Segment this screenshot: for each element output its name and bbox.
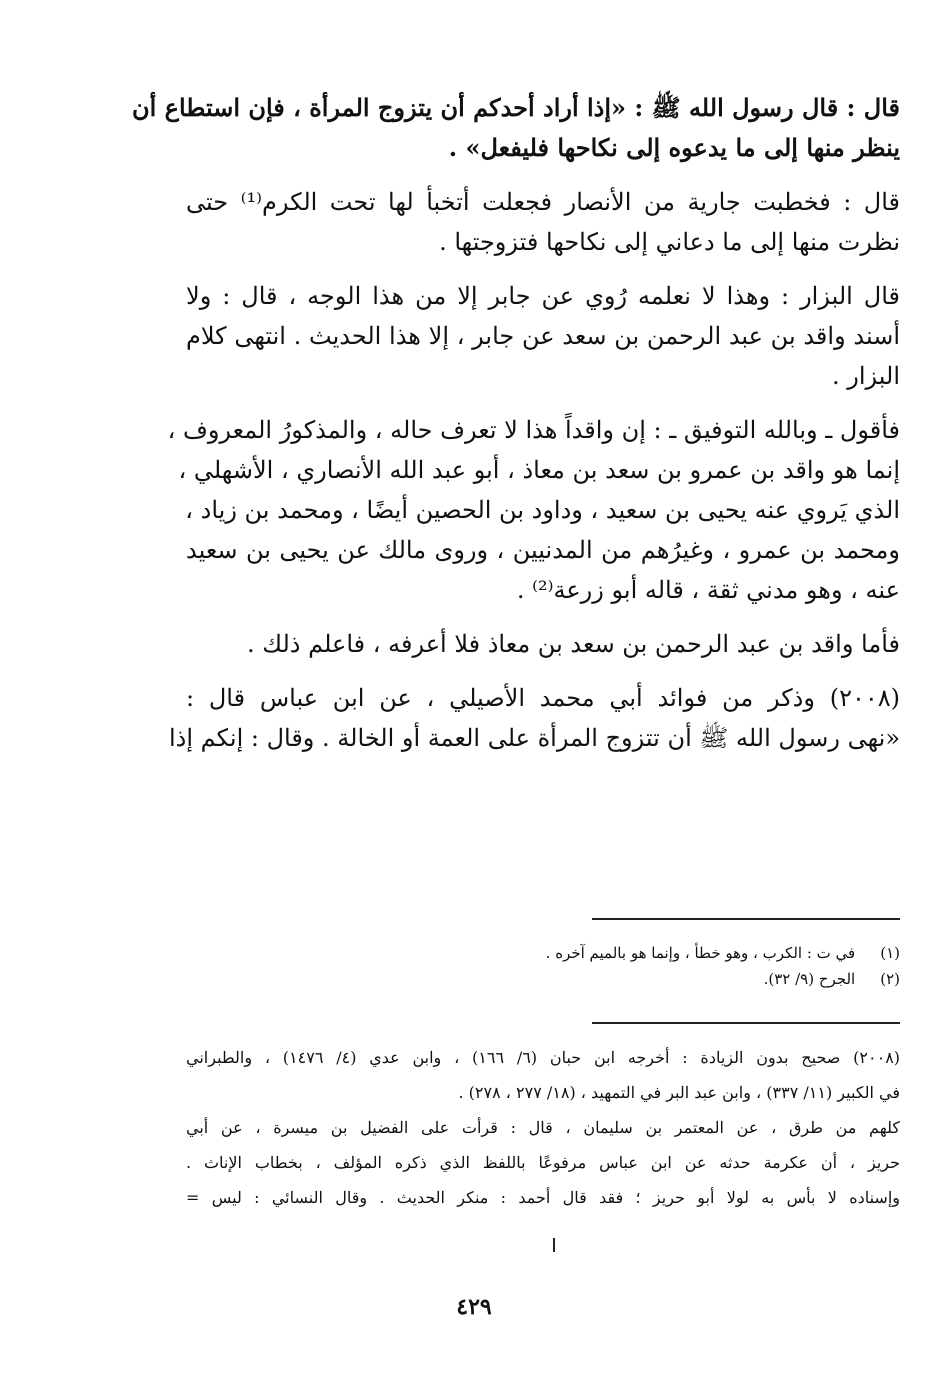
text-line: أسند واقد بن عبد الرحمن بن سعد عن جابر ، إلا هذا الحديث . انتهى كلام — [186, 322, 900, 350]
takhrij-divider — [592, 1022, 900, 1024]
takhrij-line: حريز ، أن عكرمة حدثه عن ابن عباس مرفوعًا باللفظ الذي ذكره المؤلف ، بخطاب الإناث . — [186, 1153, 900, 1172]
takhrij-line: كلهم من طرق ، عن المعتمر بن سليمان ، قال : قرأت على الفضيل بن ميسرة ، عن أبي — [186, 1118, 900, 1137]
text-line: (٢٠٠٨) وذكر من فوائد أبي محمد الأصيلي ، عن ابن عباس قال : — [186, 684, 900, 712]
footnotes — [186, 940, 900, 992]
text-line: نظرت منها إلى ما دعاني إلى نكاحها فتزوجتها . — [439, 228, 900, 256]
text-line: البزار . — [832, 362, 900, 390]
text-line: قال : فخطبت جارية من الأنصار فجعلت أتخبأ لها تحت الكرم⁽¹⁾ حتى — [186, 188, 900, 216]
text-line: «نهى رسول الله ﷺ أن تتزوج المرأة على العمة أو الخالة . وقال : إنكم إذا — [169, 724, 900, 752]
footnote-number: (٢) — [880, 970, 900, 988]
footnote-text: في ت : الكرب ، وهو خطأ ، وإنما هو بالميم آخره . — [545, 944, 856, 962]
footnote-number: (١) — [880, 944, 900, 962]
text-line: إنما هو واقد بن عمرو بن سعد بن معاذ ، أبو عبد الله الأنصاري ، الأشهلي ، — [178, 456, 900, 484]
footnote — [186, 940, 900, 966]
takhrij-line: في الكبير (١١/ ٣٣٧) ، وابن عبد البر في التمهيد ، (١٨/ ٢٧٧ ، ٢٧٨) . — [458, 1083, 900, 1102]
text-line: الذي يَروي عنه يحيى بن سعيد ، وداود بن الحصين أيضًا ، ومحمد بن زياد ، — [185, 496, 900, 524]
main-text — [132, 88, 900, 758]
takhrij-line: (٢٠٠٨) صحيح بدون الزيادة : أخرجه ابن حبان (٦/ ١٦٦) ، وابن عدي (٤/ ١٤٧٦) ، والطبراني — [186, 1048, 901, 1067]
text-line: قال البزار : وهذا لا نعلمه رُوي عن جابر إلا من هذا الوجه ، قال : ولا — [186, 282, 900, 310]
margin-mark — [553, 1238, 555, 1252]
text-line: ومحمد بن عمرو ، وغيرُهم من المدنيين ، وروى مالك عن يحيى بن سعيد — [186, 536, 900, 564]
text-line: ينظر منها إلى ما يدعوه إلى نكاحها فليفعل» . — [448, 133, 900, 162]
page-number: ٤٢٩ — [456, 1294, 492, 1320]
text-line: فأما واقد بن عبد الرحمن بن سعد بن معاذ فلا أعرفه ، فاعلم ذلك . — [246, 630, 900, 658]
text-line: قال : قال رسول الله ﷺ : «إذا أراد أحدكم أن يتزوج المرأة ، فإن استطاع أن — [132, 93, 900, 122]
footnote-divider — [592, 918, 900, 920]
footnote-text: الجرح (٩/ ٣٢). — [763, 970, 856, 988]
text-line: فأقول ـ وبالله التوفيق ـ : إن واقداً هذا لا تعرف حاله ، والمذكورُ المعروف ، — [167, 416, 900, 444]
takhrij-notes — [186, 1040, 900, 1215]
text-line: عنه ، وهو مدني ثقة ، قاله أبو زرعة⁽²⁾ . — [516, 576, 900, 604]
takhrij-line: وإسناده لا بأس به لولا أبو حريز ؛ فقد قال أحمد : منكر الحديث . وقال النسائي : ليس = — [186, 1188, 900, 1207]
footnote — [186, 966, 900, 992]
